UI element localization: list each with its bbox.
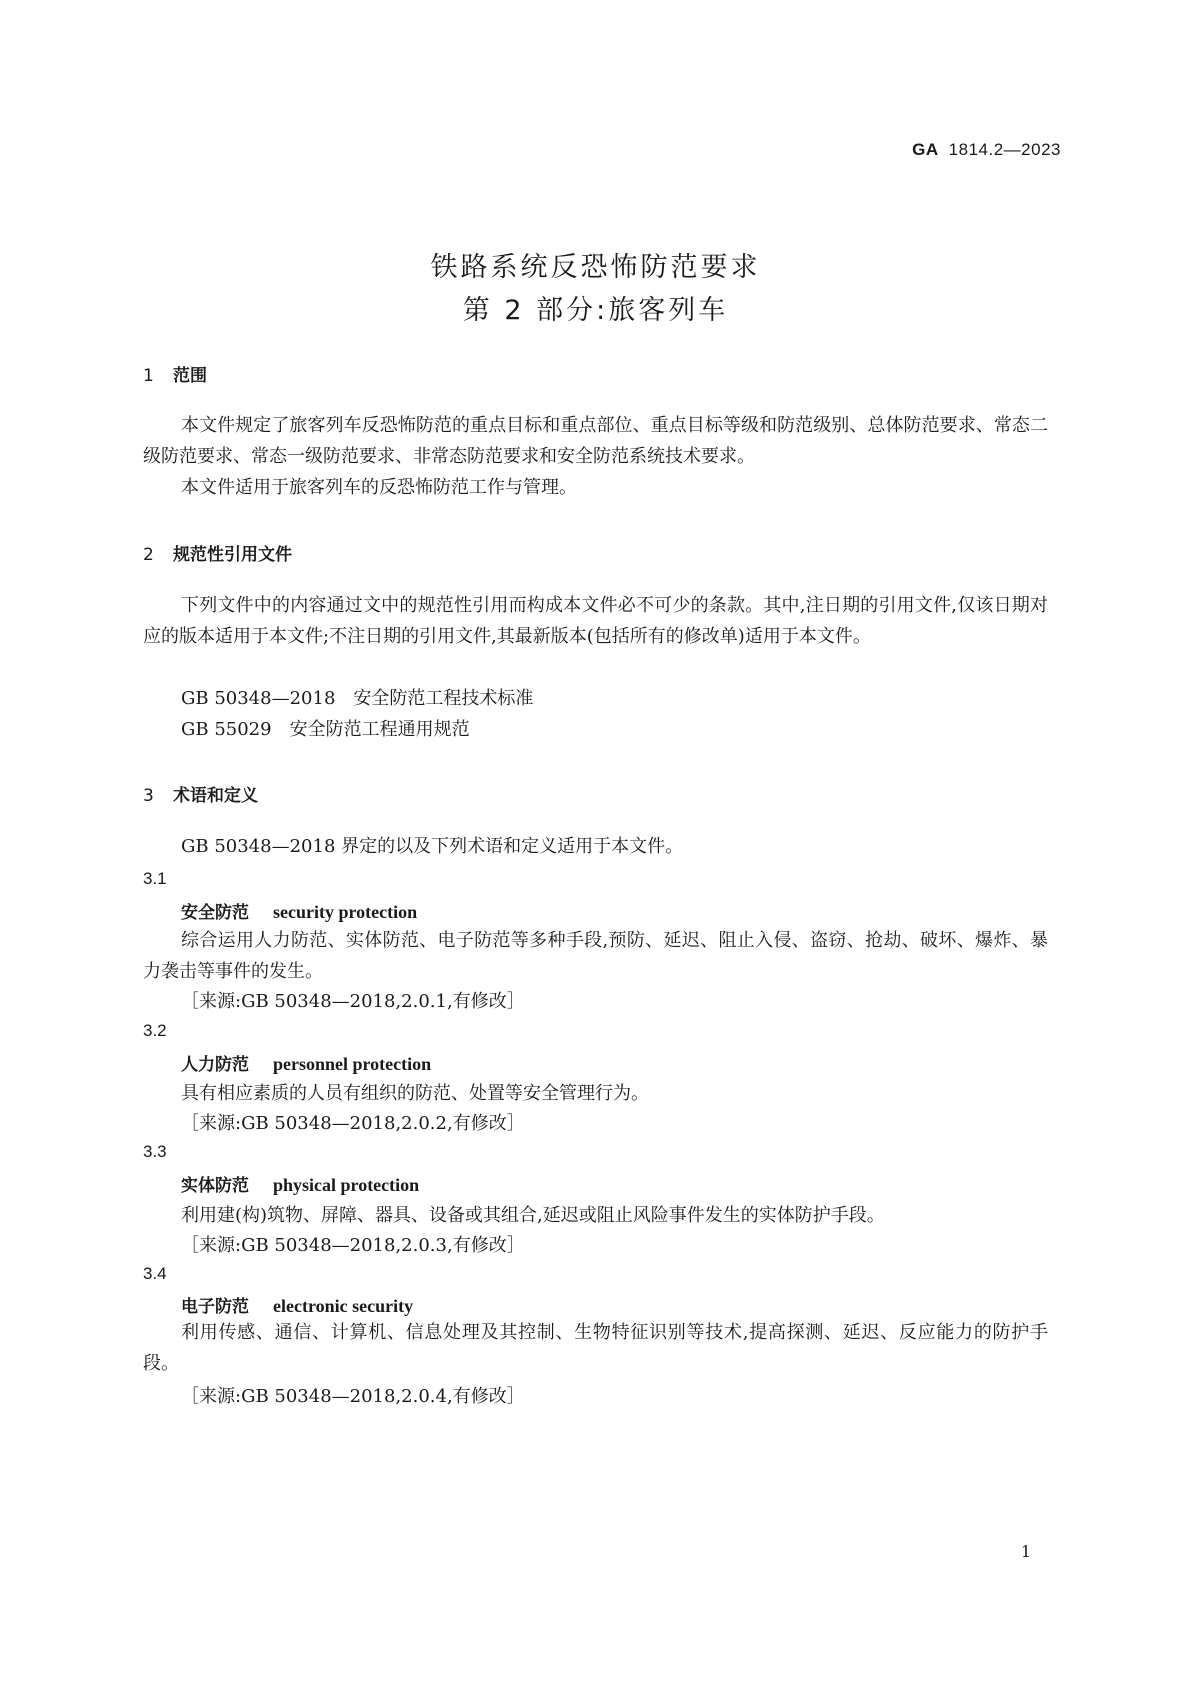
references-paragraph: 下列文件中的内容通过文中的规范性引用而构成本文件必不可少的条款。其中,注日期的引用文件,仅该日期对应的版本适用于本文件;不注日期的引用文件,其最新版本(包括所有的修改单)适用于本文件。 bbox=[143, 595, 1048, 647]
reference-item: GB 55029 安全防范工程通用规范 bbox=[181, 719, 470, 740]
term-heading: 电子防范 electronic security bbox=[181, 1296, 414, 1317]
term-heading: 实体防范 physical protection bbox=[181, 1175, 420, 1196]
section-heading-normative-references: 2 规范性引用文件 bbox=[143, 545, 292, 565]
term-definition: 利用建(构)筑物、屏障、器具、设备或其组合,延迟或阻止风险事件发生的实体防护手段。 bbox=[181, 1205, 885, 1226]
term-definition: 利用传感、通信、计算机、信息处理及其控制、生物特征识别等技术,提高探测、延迟、反应能力的防护手段。 bbox=[143, 1322, 1048, 1374]
terms-intro: GB 50348—2018 界定的以及下列术语和定义适用于本文件。 bbox=[181, 836, 684, 857]
standard-code: GA 1814.2—2023 bbox=[912, 140, 1061, 159]
term-source: ［来源:GB 50348—2018,2.0.1,有修改］ bbox=[181, 991, 525, 1012]
clause-number: 3.1 bbox=[143, 869, 167, 888]
term-heading: 安全防范 security protection bbox=[181, 902, 418, 923]
section-heading-terms: 3 术语和定义 bbox=[143, 786, 258, 806]
clause-number: 3.2 bbox=[143, 1021, 167, 1040]
clause-number: 3.3 bbox=[143, 1142, 167, 1161]
document-title: 铁路系统反恐怖防范要求 bbox=[430, 252, 761, 283]
term-definition: 综合运用人力防范、实体防范、电子防范等多种手段,预防、延迟、阻止入侵、盗窃、抢劫、破坏、爆炸、暴力袭击等事件的发生。 bbox=[143, 930, 1048, 982]
page-number: 1 bbox=[1020, 1542, 1031, 1561]
clause-number: 3.4 bbox=[143, 1264, 167, 1283]
scope-paragraph-2: 本文件适用于旅客列车的反恐怖防范工作与管理。 bbox=[181, 477, 577, 498]
document-subtitle: 第 2 部分:旅客列车 bbox=[462, 295, 729, 326]
term-source: ［来源:GB 50348—2018,2.0.4,有修改］ bbox=[181, 1386, 525, 1407]
reference-item: GB 50348—2018 安全防范工程技术标准 bbox=[181, 688, 534, 709]
term-heading: 人力防范 personnel protection bbox=[181, 1054, 432, 1075]
term-definition: 具有相应素质的人员有组织的防范、处置等安全管理行为。 bbox=[181, 1083, 649, 1104]
term-source: ［来源:GB 50348—2018,2.0.3,有修改］ bbox=[181, 1235, 525, 1256]
term-source: ［来源:GB 50348—2018,2.0.2,有修改］ bbox=[181, 1113, 525, 1134]
scope-paragraph-1: 本文件规定了旅客列车反恐怖防范的重点目标和重点部位、重点目标等级和防范级别、总体防范要求、常态二级防范要求、常态一级防范要求、非常态防范要求和安全防范系统技术要求。 bbox=[143, 415, 1048, 467]
section-heading-scope: 1 范围 bbox=[143, 366, 207, 386]
